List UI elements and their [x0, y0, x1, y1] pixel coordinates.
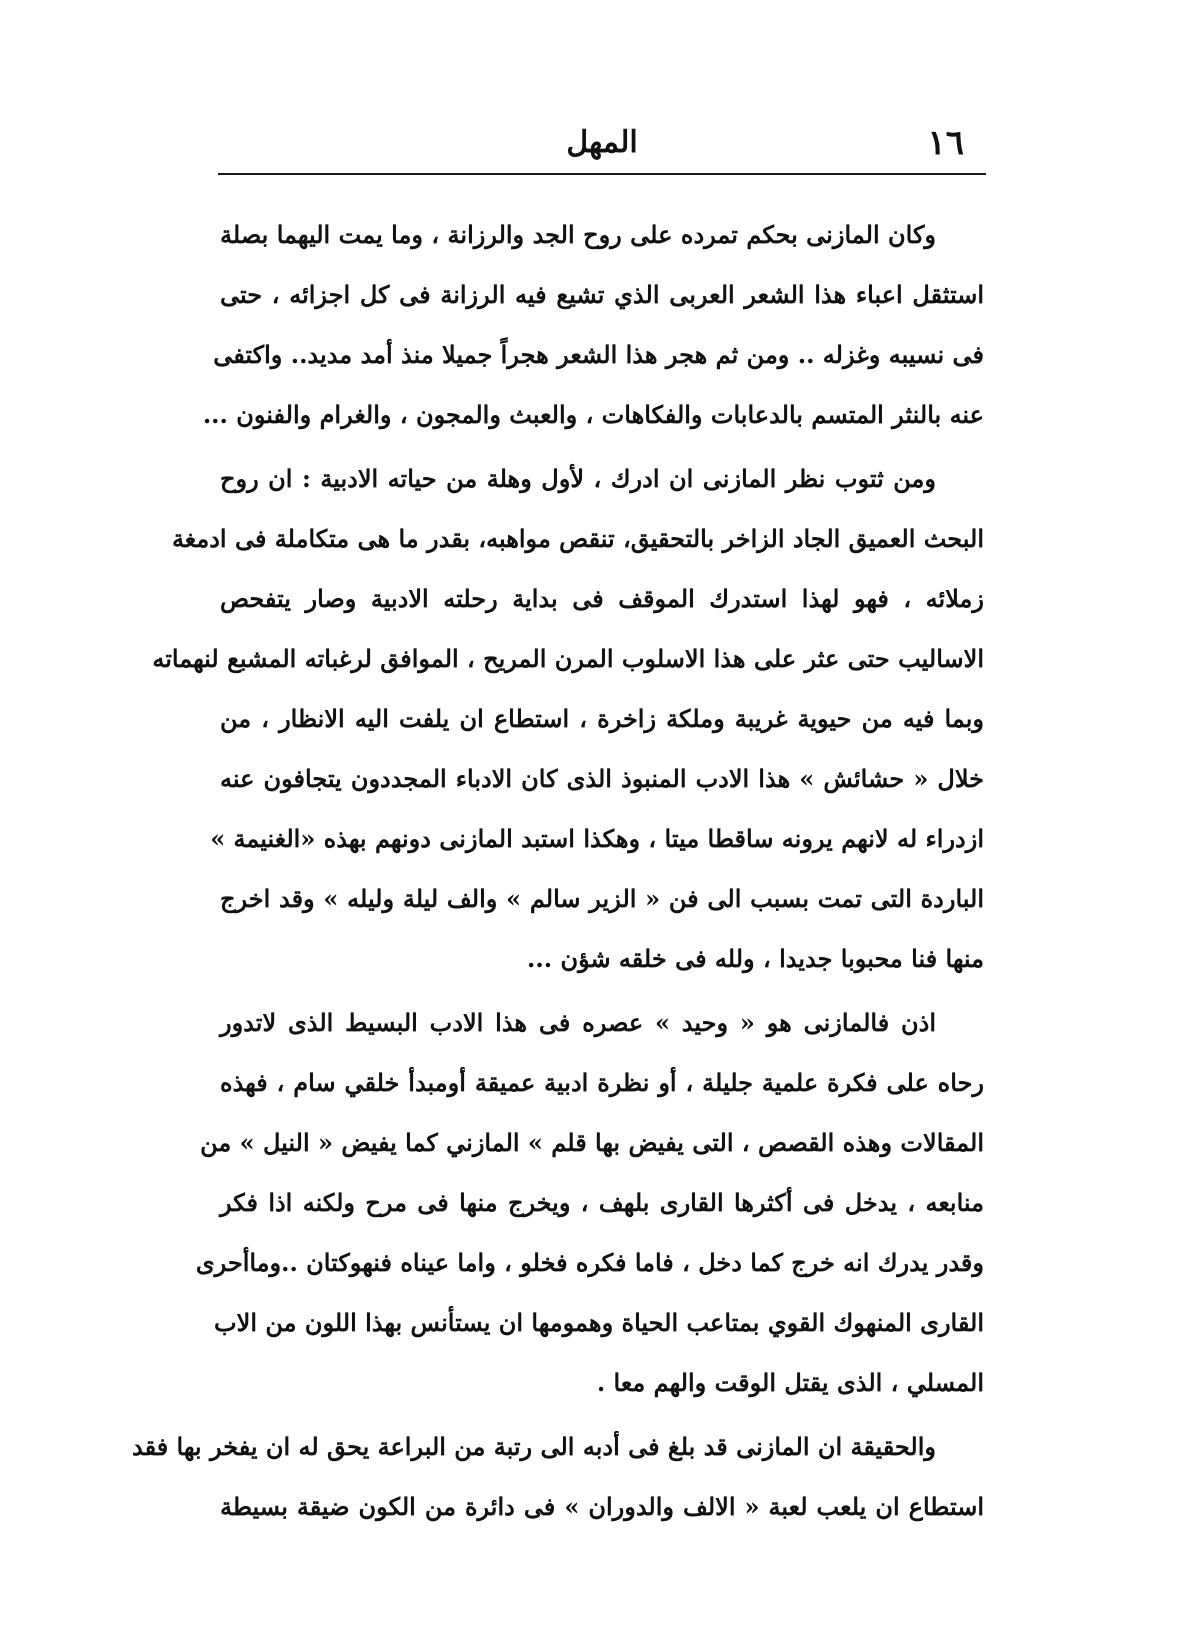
text-line: الاساليب حتى عثر على هذا الاسلوب المرن المريح ، الموافق لرغباته المشبع لنهماته: [152, 644, 984, 673]
text-line: عنه بالنثر المتسم بالدعابات والفكاهات ، والعبث والمجون ، والغرام والفنون ...: [202, 400, 984, 429]
running-head: [218, 118, 986, 170]
text-line: وقدر يدرك انه خرج كما دخل ، فاما فكره فخلو ، واما عيناه فنهوكتان ..وماأحرى: [195, 1248, 984, 1277]
text-line: زملائه ، فهو لهذا استدرك الموقف فى بداية رحلته الادبية وصار يتفحص: [220, 584, 984, 613]
text-line: منها فنا محبوبا جديدا ، ولله فى خلقه شؤن ...: [527, 944, 984, 973]
text-line: المقالات وهذه القصص ، التى يفيض بها قلم » المازني كما يفيض « النيل » من: [200, 1128, 984, 1157]
text-line: رحاه على فكرة علمية جليلة ، أو نظرة ادبية عميقة أومبدأ خلقي سام ، فهذه: [220, 1068, 984, 1097]
text-line: منابعه ، يدخل فى أكثرها القارى بلهف ، ويخرج منها فى مرح ولكنه اذا فكر: [220, 1188, 984, 1217]
text-line: ومن ثتوب نظر المازنى ان ادرك ، لأول وهلة من حياته الادبية : ان روح: [220, 464, 936, 493]
text-line: استطاع ان يلعب لعبة « الالف والدوران » فى دائرة من الكون ضيقة بسيطة: [220, 1492, 984, 1521]
paragraph-1: [202, 205, 984, 445]
text-line: والحقيقة ان المازنى قد بلغ فى أدبه الى رتبة من البراعة يحق له ان يفخر بها فقد: [131, 1432, 936, 1461]
text-line: ازدراء له لانهم يرونه ساقطا ميتا ، وهكذا استبد المازنى دونهم بهذه «الغنيمة »: [210, 824, 984, 853]
text-line: اذن فالمازنى هو « وحيد » عصره فى هذا الادب البسيط الذى لاتدور: [220, 1008, 936, 1037]
header-rule: [218, 173, 986, 175]
paragraph-2: [152, 449, 984, 989]
running-title: المهل: [566, 125, 638, 160]
text-line: استثقل اعباء هذا الشعر العربى الذي تشيع فيه الرزانة فى كل اجزائه ، حتى: [220, 280, 984, 309]
text-line: البحث العميق الجاد الزاخر بالتحقيق، تنقص مواهبه، بقدر ما هى متكاملة فى ادمغة: [171, 524, 984, 553]
paragraph-3: [195, 993, 984, 1413]
paragraph-4: [131, 1417, 984, 1537]
body-text: [131, 205, 984, 1537]
text-line: الباردة التى تمت بسبب الى فن « الزير سالم » والف ليلة وليله » وقد اخرج: [220, 884, 984, 913]
page-number: ١٦: [927, 123, 964, 163]
text-line: وبما فيه من حيوية غريبة وملكة زاخرة ، استطاع ان يلفت اليه الانظار ، من: [220, 704, 984, 733]
text-line: خلال « حشائش » هذا الادب المنبوذ الذى كان الادباء المجددون يتجافون عنه: [220, 764, 984, 793]
text-line: فى نسيبه وغزله .. ومن ثم هجر هذا الشعر هجراً جميلا منذ أمد مديد.. واكتفى: [213, 340, 984, 369]
text-line: وكان المازنى بحكم تمرده على روح الجد والرزانة ، وما يمت اليهما بصلة: [220, 220, 936, 249]
text-line: القارى المنهوك القوي بمتاعب الحياة وهمومها ان يستأنس بهذا اللون من الاب: [214, 1308, 984, 1337]
text-line: المسلي ، الذى يقتل الوقت والهم معا .: [596, 1368, 984, 1397]
